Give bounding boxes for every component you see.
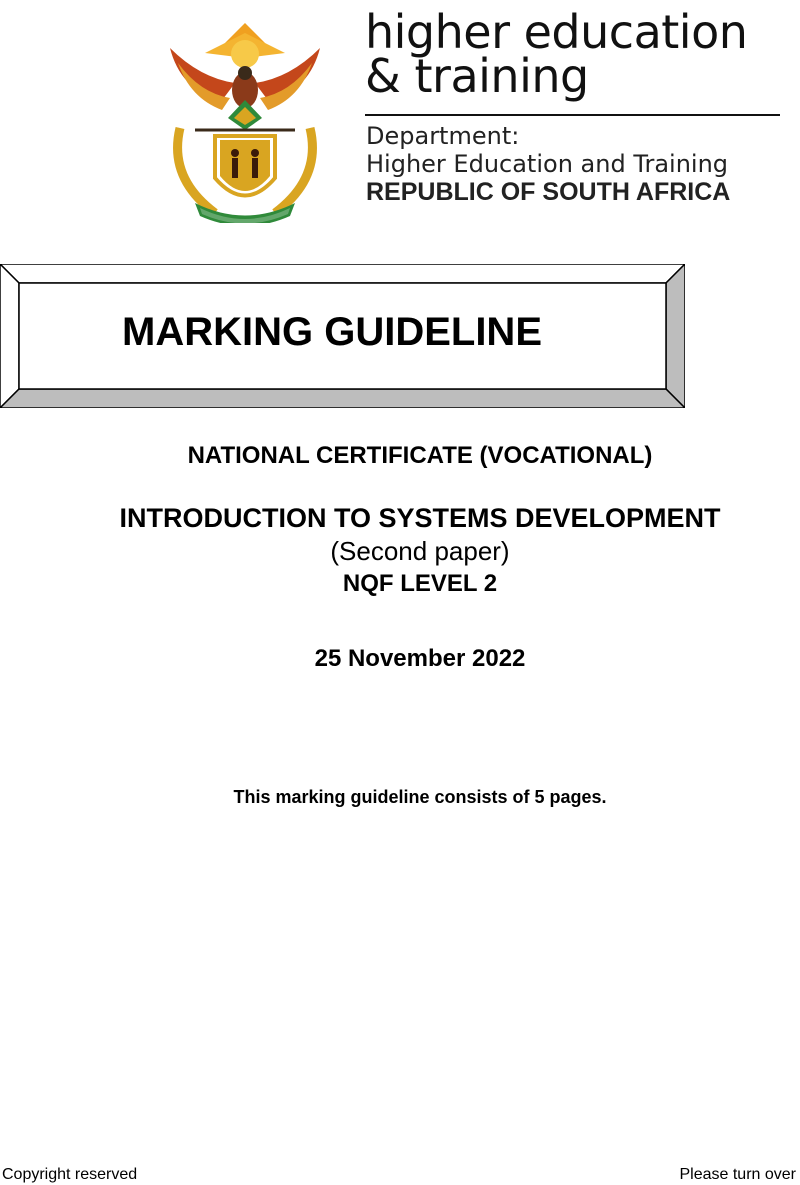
document-title-text: MARKING GUIDELINE: [122, 310, 542, 354]
paper-label: (Second paper): [330, 536, 510, 566]
nqf-level: NQF LEVEL 2: [342, 570, 498, 597]
header-divider: [365, 114, 780, 116]
certificate-title: NATIONAL CERTIFICATE (VOCATIONAL): [187, 442, 653, 469]
department-name: Higher Education and Training: [366, 150, 729, 178]
coat-of-arms-icon: [160, 18, 330, 223]
department-label: Department:: [366, 122, 520, 150]
page-count-note: This marking guideline consists of 5 pages.: [233, 787, 607, 807]
exam-date: 25 November 2022: [314, 645, 526, 672]
department-title-line2: & training: [365, 49, 589, 103]
department-title-line1: higher education: [365, 5, 748, 59]
subject-title: INTRODUCTION TO SYSTEMS DEVELOPMENT: [119, 503, 721, 533]
sun-icon: [205, 23, 285, 68]
document-title: [20, 310, 665, 355]
country-name: REPUBLIC OF SOUTH AFRICA: [366, 178, 731, 206]
department-brand-title: [365, 5, 748, 103]
footer-copyright: Copyright reserved: [2, 1166, 138, 1183]
footer-turn-over: Please turn over: [679, 1166, 796, 1183]
